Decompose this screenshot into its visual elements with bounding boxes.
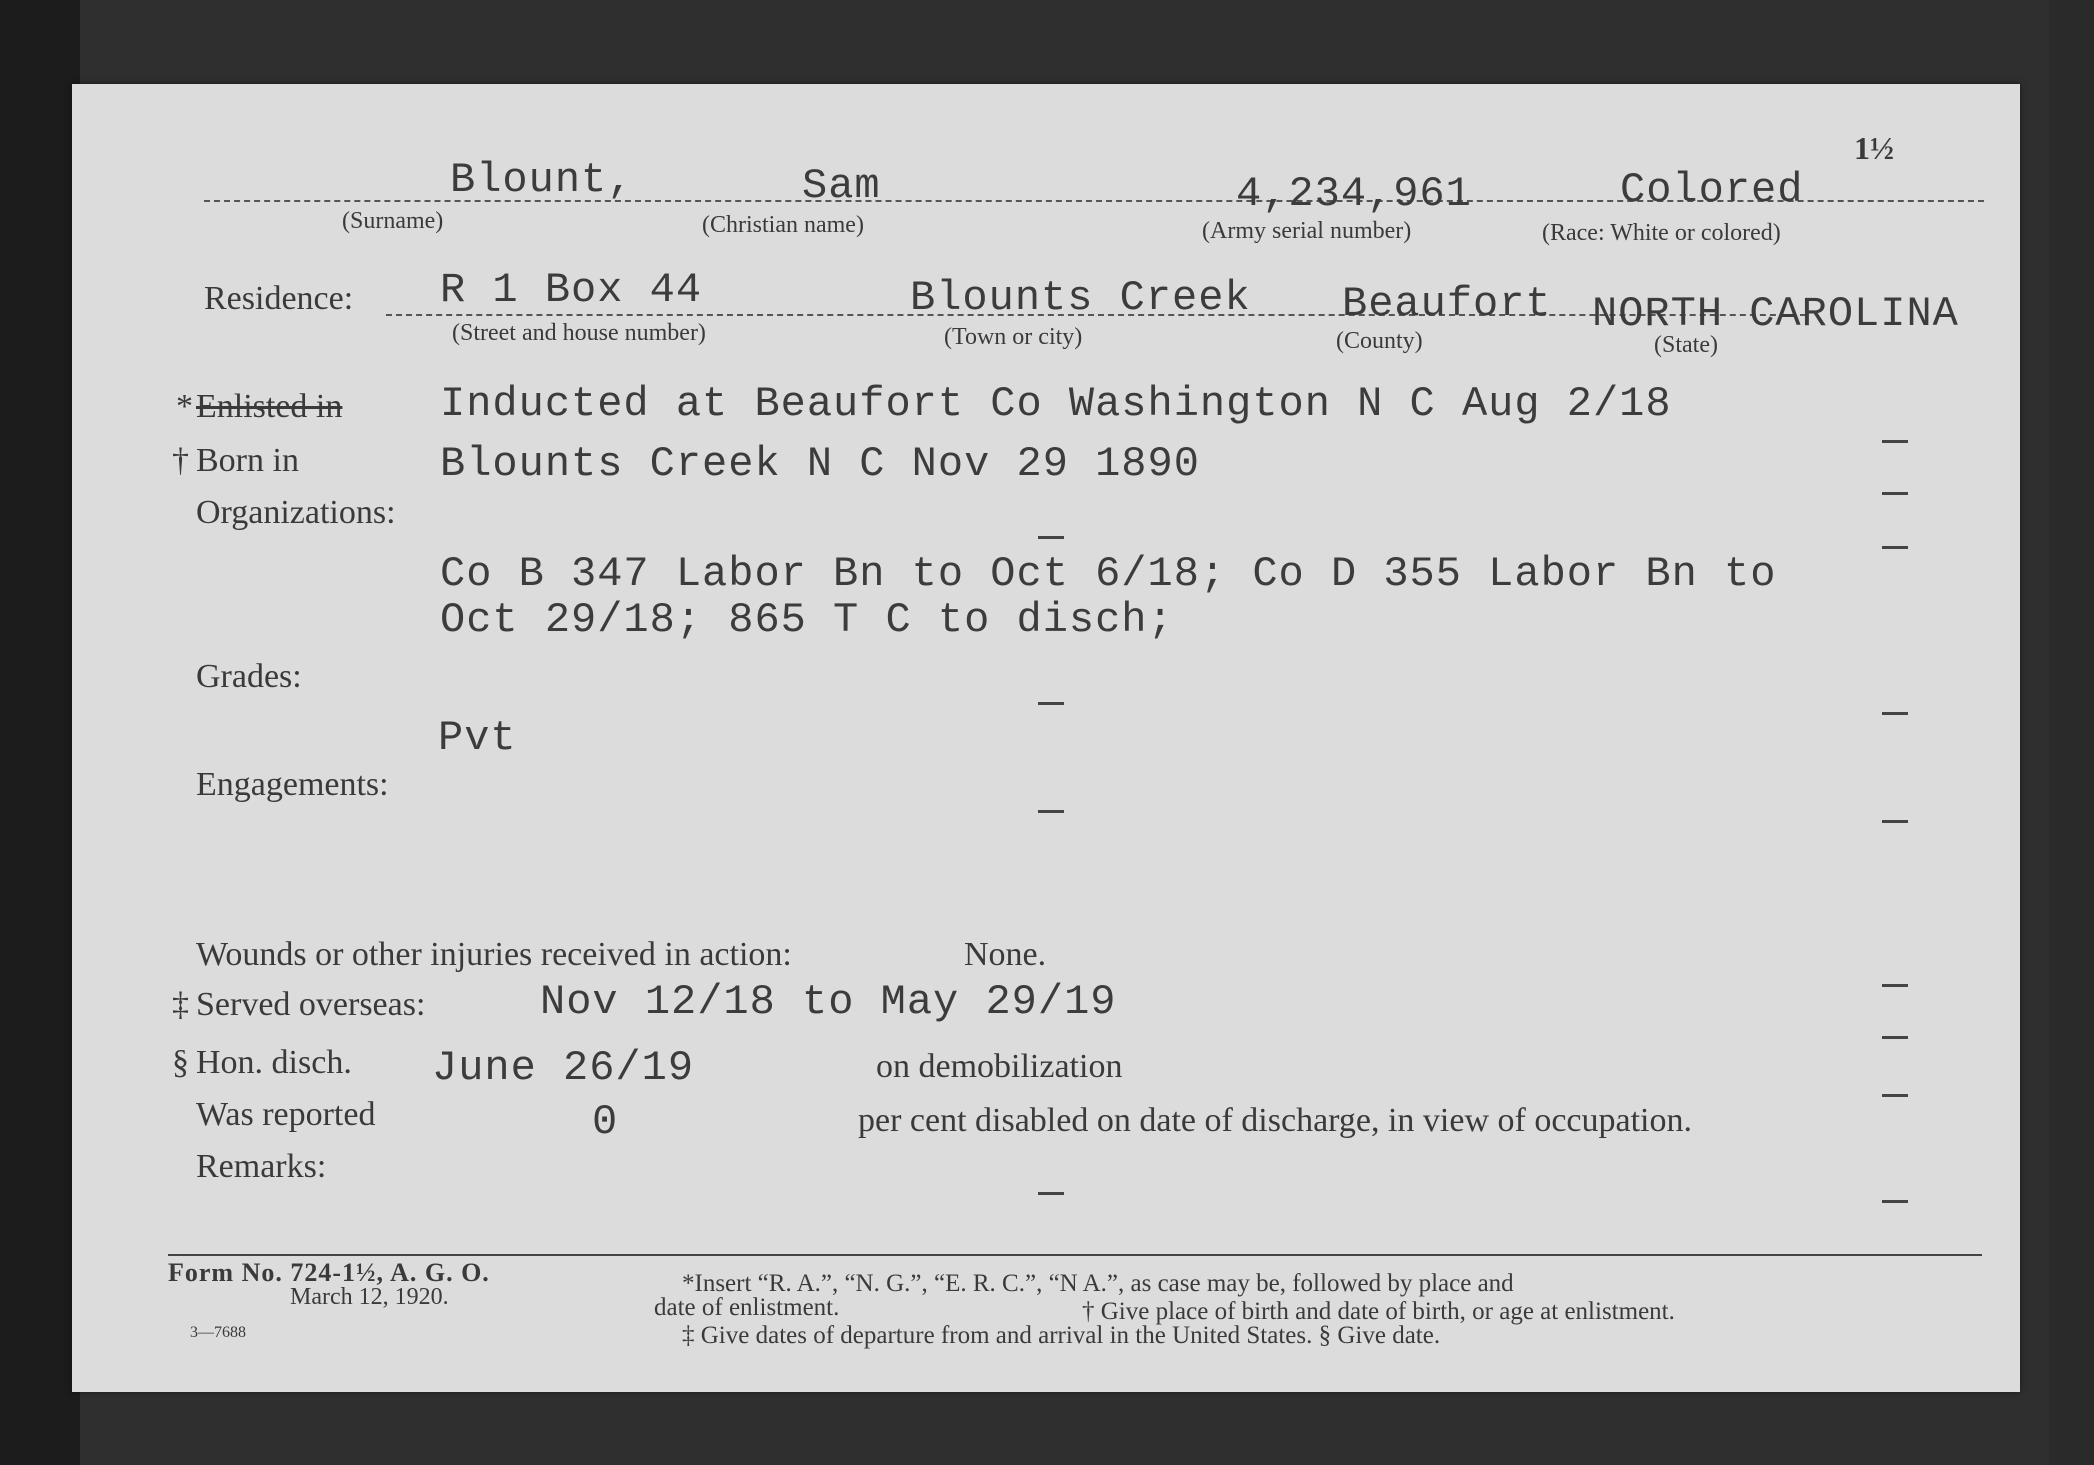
form-date: March 12, 1920. [290, 1284, 449, 1310]
discharge-label: Hon. disch. [196, 1044, 352, 1081]
service-record-card [72, 84, 2020, 1392]
christian-name-caption: (Christian name) [702, 212, 864, 238]
organizations-line-1: Co B 347 Labor Bn to Oct 6/18; Co D 355 Labor Bn to [440, 550, 1777, 598]
christian-name-value: Sam [802, 162, 881, 210]
scan-left-edge [0, 0, 80, 1465]
blank-dash [1882, 712, 1908, 715]
county-caption: (County) [1336, 328, 1423, 354]
organizations-label: Organizations: [196, 494, 396, 531]
overseas-mark: ‡ [172, 986, 189, 1023]
engagements-label: Engagements: [196, 766, 389, 803]
blank-dash [1882, 1036, 1908, 1039]
residence-town-value: Blounts Creek [910, 274, 1251, 322]
residence-street-value: R 1 Box 44 [440, 266, 703, 314]
race-value: Colored [1620, 166, 1804, 214]
blank-dash [1882, 546, 1908, 549]
footnote-line-3: ‡ Give dates of departure from and arrival in the United States. § Give date. [682, 1322, 1441, 1349]
residence-label: Residence: [204, 280, 354, 317]
blank-dash [1882, 820, 1908, 823]
overseas-value: Nov 12/18 to May 29/19 [540, 978, 1117, 1026]
born-label: Born in [196, 442, 299, 479]
blank-dash [1882, 1094, 1908, 1097]
footnote-line-2b: † Give place of birth and date of birth, or age at enlistment. [1082, 1298, 1675, 1325]
discharge-mark: § [172, 1044, 189, 1081]
born-value: Blounts Creek N C Nov 29 1890 [440, 440, 1200, 488]
town-caption: (Town or city) [944, 324, 1083, 350]
blank-dash [1038, 536, 1064, 539]
blank-dash [1882, 1200, 1908, 1203]
grades-label: Grades: [196, 658, 302, 695]
blank-dash [1882, 984, 1908, 987]
street-caption: (Street and house number) [452, 320, 706, 346]
blank-dash [1882, 440, 1908, 443]
blank-dash [1038, 1192, 1064, 1195]
organizations-line-2: Oct 29/18; 865 T C to disch; [440, 596, 1174, 644]
footnote-line-2a: date of enlistment. [654, 1294, 840, 1321]
grades-value: Pvt [438, 714, 517, 762]
reported-text: per cent disabled on date of discharge, in view of occupation. [858, 1102, 1692, 1139]
residence-county-value: Beaufort [1342, 280, 1552, 328]
enlisted-mark: * [176, 388, 193, 425]
enlisted-label: Enlisted in [196, 388, 343, 425]
footer-rule [168, 1254, 1982, 1256]
discharge-reason: on demobilization [876, 1048, 1123, 1085]
wounds-label: Wounds or other injuries received in action: [196, 936, 792, 973]
blank-dash [1882, 492, 1908, 495]
remarks-label: Remarks: [196, 1148, 327, 1185]
enlisted-value: Inducted at Beaufort Co Washington N C Aug 2/18 [440, 380, 1672, 428]
surname-caption: (Surname) [342, 208, 444, 234]
blank-dash [1038, 810, 1064, 813]
reported-label: Was reported [196, 1096, 376, 1133]
reported-value: 0 [592, 1098, 619, 1146]
residence-state-value: NORTH CAROLINA [1592, 290, 1959, 338]
born-mark: † [172, 442, 189, 479]
serial-number-caption: (Army serial number) [1202, 218, 1412, 244]
state-caption: (State) [1654, 332, 1718, 358]
surname-value: Blount, [450, 156, 634, 204]
scan-right-edge [2049, 0, 2094, 1465]
corner-mark: 1½ [1854, 130, 1894, 166]
form-number: Form No. 724-1½, A. G. O. [168, 1258, 490, 1287]
overseas-label: Served overseas: [196, 986, 426, 1023]
wounds-value: None. [964, 936, 1047, 973]
race-caption: (Race: White or colored) [1542, 220, 1781, 246]
serial-number-value: 4,234,961 [1236, 170, 1472, 218]
footnote-line-1: *Insert “R. A.”, “N. G.”, “E. R. C.”, “N A.”, as case may be, followed by place and [682, 1270, 1514, 1297]
blank-dash [1038, 702, 1064, 705]
print-code: 3—7688 [190, 1324, 246, 1341]
discharge-date-value: June 26/19 [432, 1044, 695, 1092]
